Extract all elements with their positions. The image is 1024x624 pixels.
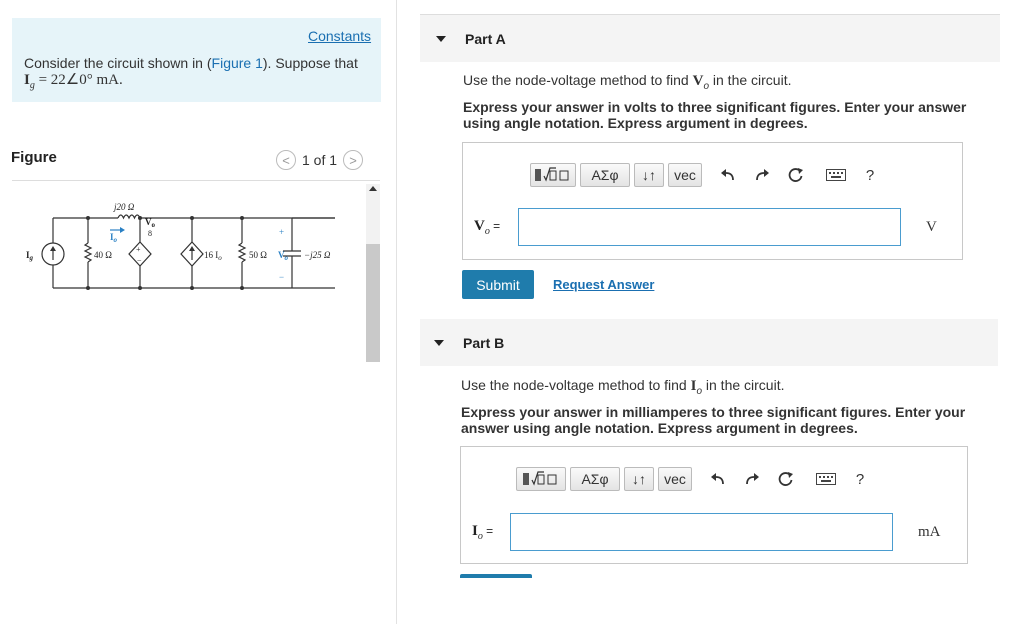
undo-icon[interactable] <box>706 467 730 491</box>
dep-current-label: 16 $I_o$ <box>204 250 222 262</box>
part-a-var-label: $V_o$ = <box>474 218 501 237</box>
templates-icon <box>533 166 573 184</box>
part-b-submit-button-edge[interactable] <box>460 574 532 578</box>
figure-divider <box>12 180 380 181</box>
help-button[interactable]: ? <box>865 166 875 184</box>
vec-button[interactable]: vec <box>658 467 692 491</box>
intro-text-after: ). Suppose that <box>262 55 358 71</box>
figure-pager <box>276 149 363 171</box>
figure-link[interactable]: Figure 1 <box>211 55 263 71</box>
part-a-unit: V <box>926 219 937 235</box>
part-b-unit: mA <box>918 524 941 540</box>
inductor-label: j20 Ω <box>114 202 135 212</box>
figure-scrollbar-thumb[interactable] <box>366 244 380 362</box>
keyboard-icon[interactable] <box>824 163 848 187</box>
dep-voltage-gain: $V_o$ <box>145 217 155 229</box>
templates-icon <box>521 470 561 488</box>
reset-icon[interactable] <box>784 163 808 187</box>
source-label: $I_g$ <box>26 250 34 262</box>
io-label: $I_o$ <box>110 232 118 244</box>
help-button[interactable]: ? <box>855 470 865 488</box>
capacitor-label: −j25 Ω <box>304 250 331 260</box>
vo-minus: − <box>279 272 285 282</box>
greek-symbols-button[interactable]: ΑΣφ <box>580 163 630 187</box>
part-b-var-label: $I_o$ = <box>472 523 494 542</box>
vo-plus: + <box>279 227 285 237</box>
vec-button[interactable]: vec <box>668 163 702 187</box>
sort-arrows-button[interactable]: ↓↑ <box>634 163 664 187</box>
figure-title: Figure <box>11 149 57 166</box>
part-a-question: Use the node-voltage method to find $V_o$ in the circuit. <box>463 72 792 92</box>
problem-statement <box>24 55 364 94</box>
reset-icon[interactable] <box>774 467 798 491</box>
resistor-40-label: 40 Ω <box>94 250 112 260</box>
part-b-toolbar <box>516 467 872 491</box>
dep-voltage-minus: − <box>137 256 142 265</box>
request-answer-link[interactable]: Request Answer <box>553 277 655 292</box>
collapse-caret-icon[interactable] <box>434 340 444 346</box>
part-b-header[interactable] <box>420 319 998 366</box>
vo-label: $V_o$ <box>278 250 288 262</box>
part-b-instructions: Express your answer in milliamperes to three significant figures. Enter your answer using angle notation. Express argument in degrees. <box>461 404 966 436</box>
redo-icon[interactable] <box>740 467 764 491</box>
figure-page-count: 1 of 1 <box>302 152 338 168</box>
dep-voltage-plus: + <box>136 245 141 254</box>
intro-text-before: Consider the circuit shown in ( <box>24 55 212 71</box>
prev-figure-button[interactable]: < <box>276 150 296 170</box>
part-a-answer-input[interactable] <box>518 208 901 246</box>
templates-button[interactable] <box>516 467 566 491</box>
part-a-title[interactable]: Part A <box>465 31 506 47</box>
dep-voltage-gain-den: 8 <box>148 229 152 238</box>
resistor-50-label: 50 Ω <box>249 250 267 260</box>
part-b-answer-input[interactable] <box>510 513 893 551</box>
pane-divider <box>396 0 397 624</box>
part-a-header[interactable] <box>420 15 1000 62</box>
collapse-caret-icon[interactable] <box>436 36 446 42</box>
keyboard-icon[interactable] <box>814 467 838 491</box>
source-expression: $I_g$ = 22∠0° mA. <box>24 72 123 91</box>
submit-button[interactable]: Submit <box>462 270 534 299</box>
undo-icon[interactable] <box>716 163 740 187</box>
constants-link[interactable]: Constants <box>308 28 372 44</box>
scroll-up-icon[interactable] <box>369 186 377 191</box>
templates-button[interactable] <box>530 163 576 187</box>
next-figure-button[interactable]: > <box>343 150 363 170</box>
redo-icon[interactable] <box>750 163 774 187</box>
circuit-diagram <box>20 190 360 300</box>
sort-arrows-button[interactable]: ↓↑ <box>624 467 654 491</box>
part-a-toolbar <box>530 163 882 187</box>
part-b-title[interactable]: Part B <box>463 335 505 351</box>
greek-symbols-button[interactable]: ΑΣφ <box>570 467 620 491</box>
part-b-question: Use the node-voltage method to find $I_o$ in the circuit. <box>461 377 785 397</box>
part-a-instructions: Express your answer in volts to three significant figures. Enter your answer using angle notation. Express argument in degrees. <box>463 99 967 131</box>
